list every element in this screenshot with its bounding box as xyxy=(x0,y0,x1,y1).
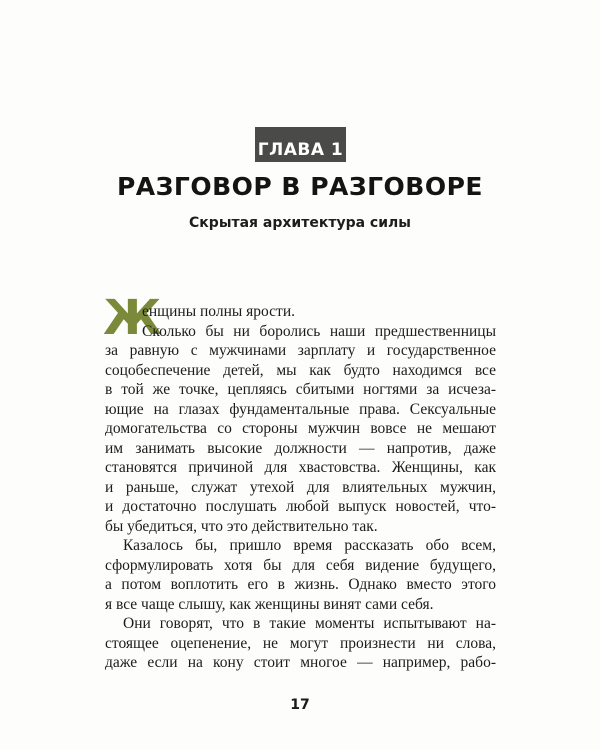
chapter-label: ГЛАВА 1 xyxy=(255,127,346,162)
text-line: Они говорят, что в такие моменты испытывают на- xyxy=(123,615,496,632)
text-line: а потом воплотить его в жизнь. Однако вместо этого xyxy=(105,576,496,593)
text-line: становятся причиной для хвастовства. Женщины, как xyxy=(105,459,496,476)
text-line: Казалось бы, пришло время рассказать обо всем, xyxy=(123,537,496,554)
text-line: стоящее оцепенение, не могут произнести ни слова, xyxy=(105,634,496,652)
text-line: енщины полны ярости. xyxy=(142,303,295,320)
text-line: и достаточно послушать любой выпуск новостей, что- xyxy=(105,498,496,515)
text-line: я все чаще слышу, как женщины винят сами себя. xyxy=(105,595,434,613)
text-line: сформулировать хотя бы для себя видение будущего, xyxy=(105,556,496,574)
text-line: даже если на кону стоит многое — например, рабо- xyxy=(105,654,496,671)
drop-cap-letter: Ж xyxy=(103,290,162,346)
text-line: ющие на глазах фундаментальные права. Сексуальные xyxy=(105,400,496,418)
chapter-subtitle: Скрытая архитектура силы xyxy=(189,215,411,231)
text-line: бы убедиться, что это действительно так. xyxy=(105,517,378,535)
text-line: Сколько бы ни боролись наши предшественницы xyxy=(142,322,496,340)
text-line: им занимать высокие должности — напротив, даже xyxy=(105,439,496,457)
page-number: 17 xyxy=(290,697,310,713)
chapter-title: РАЗГОВОР В РАЗГОВОРЕ xyxy=(116,172,484,201)
text-line: и раньше, служат утехой для влиятельных мужчин, xyxy=(105,478,496,496)
text-line: в той же точке, цепляясь сбитыми ногтями за исчеза- xyxy=(105,381,496,398)
text-line: соцобеспечение детей, мы как будто находимся все xyxy=(105,361,496,379)
text-line: домогательства со стороны мужчин вовсе не мешают xyxy=(105,420,496,437)
text-line: за равную с мужчинами зарплату и государственное xyxy=(105,342,496,359)
